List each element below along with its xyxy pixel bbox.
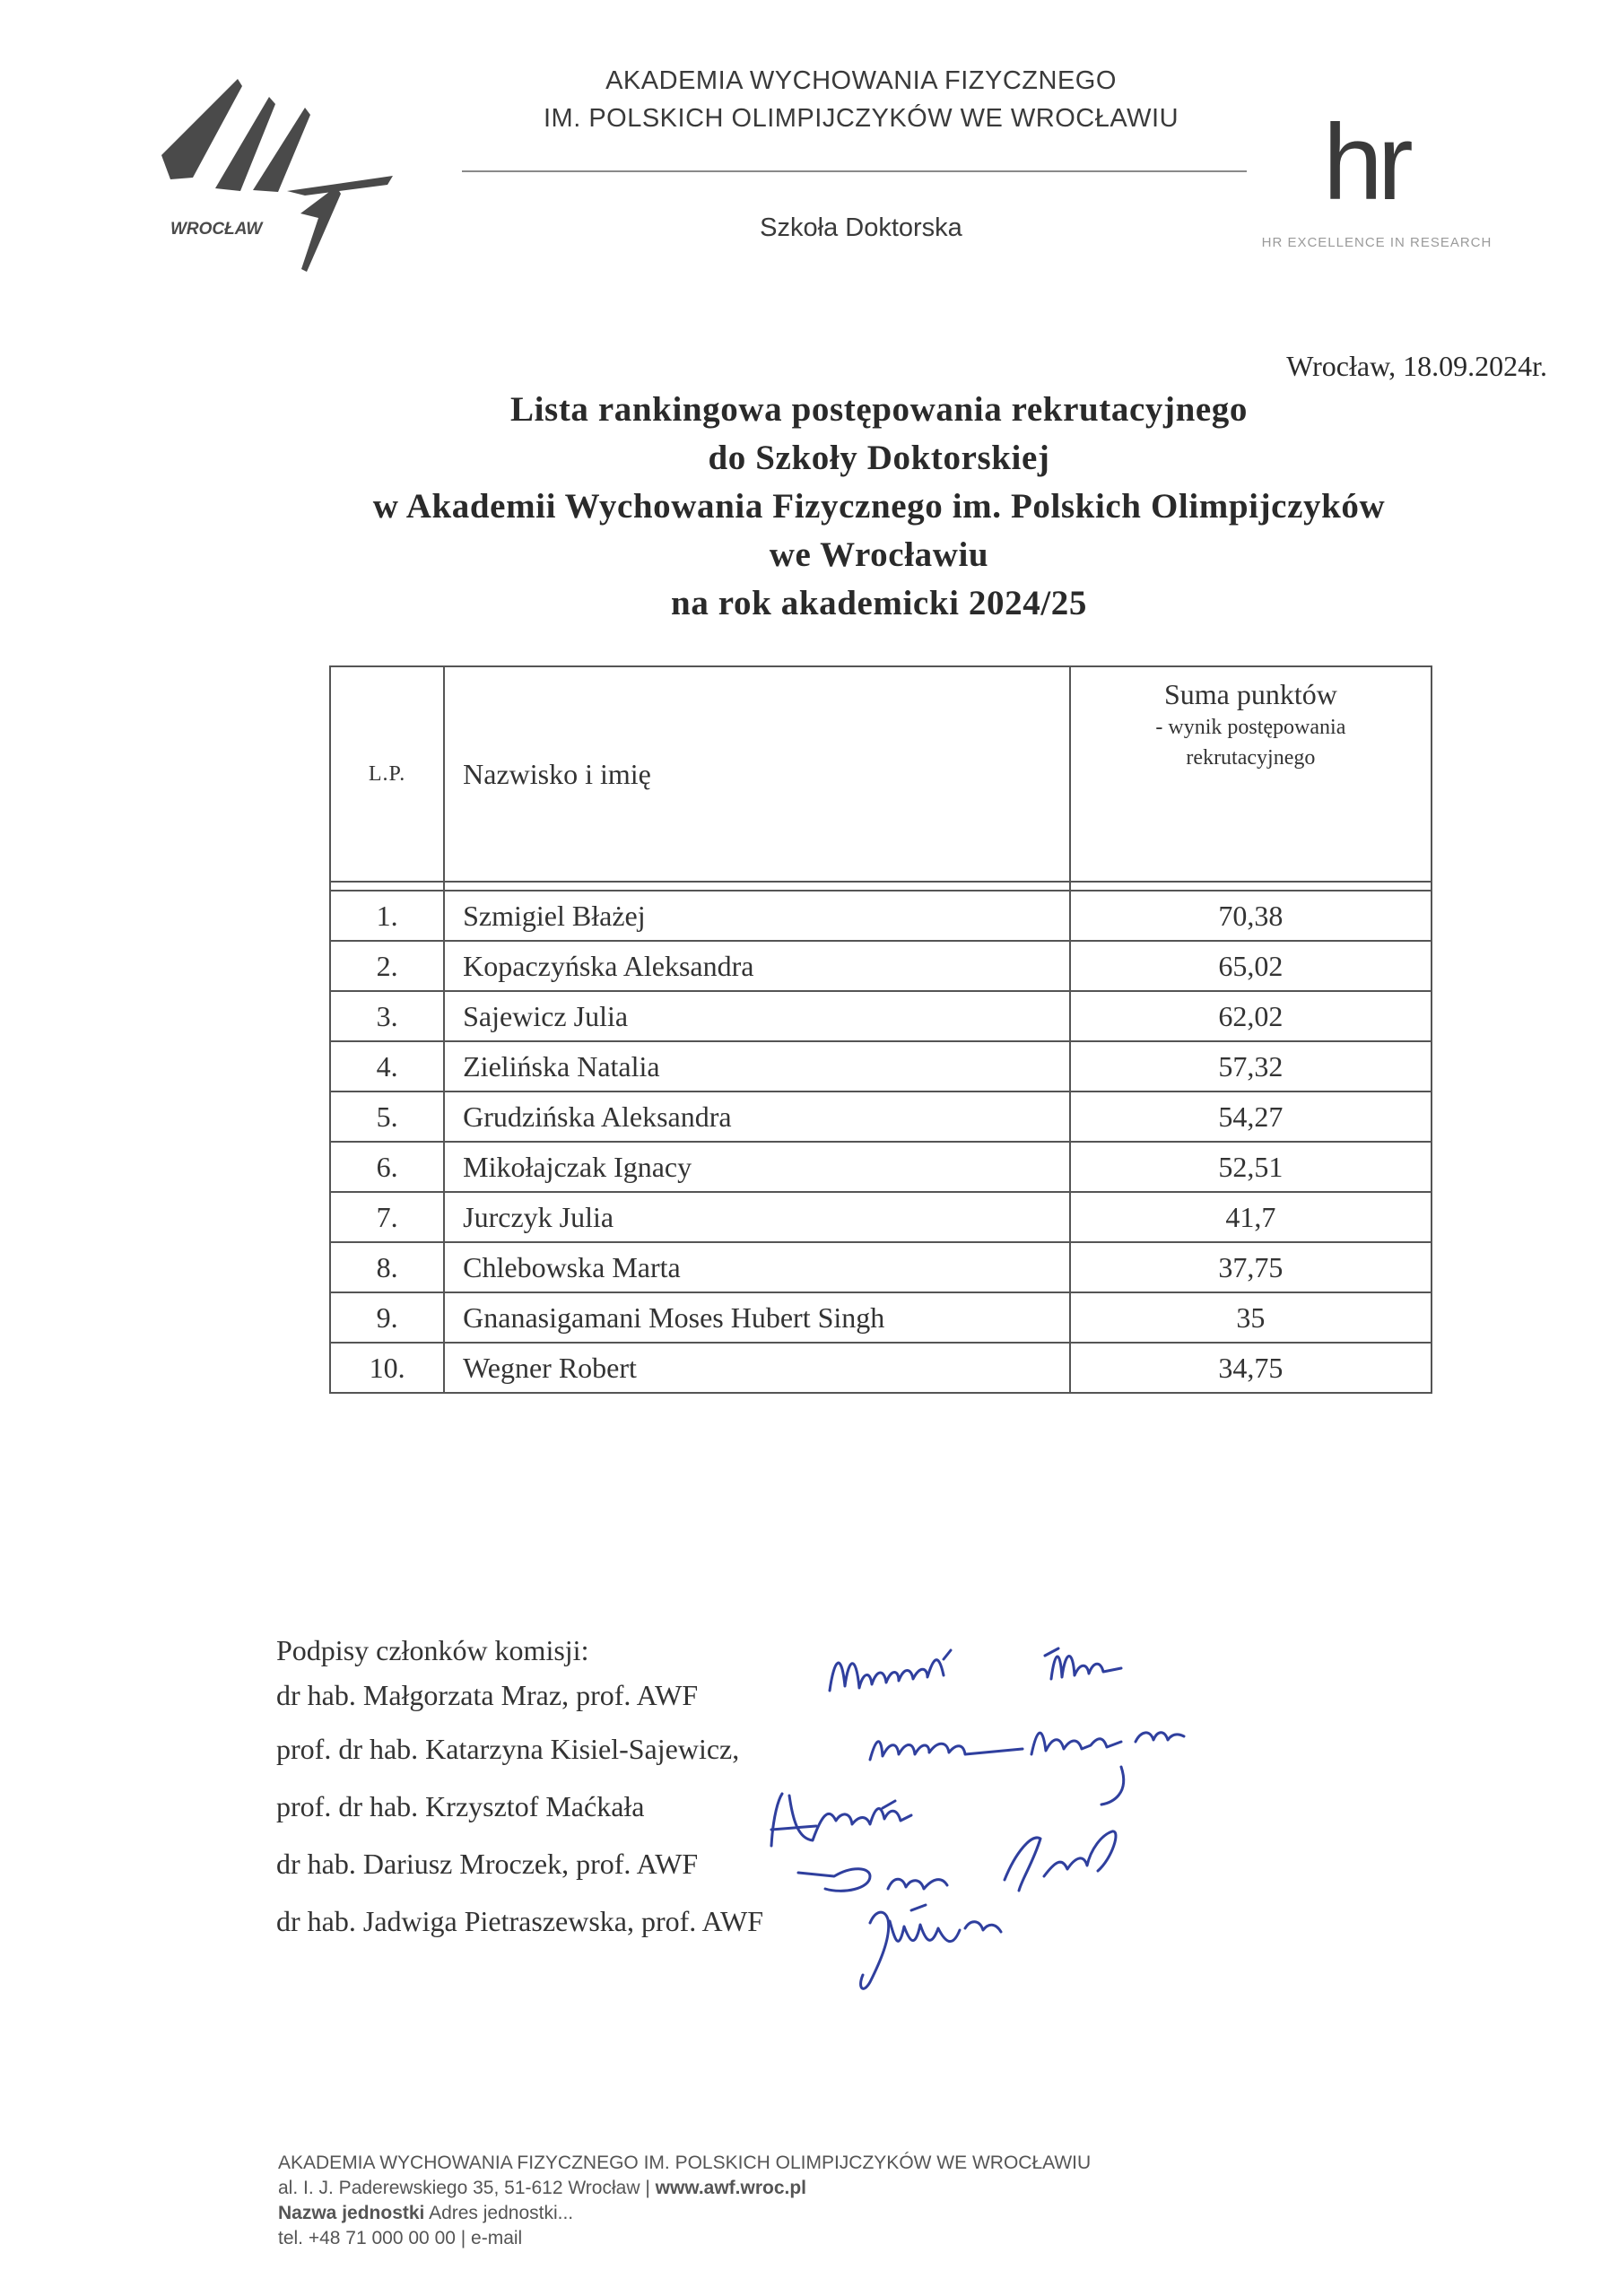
cell-points: 41,7 bbox=[1070, 1192, 1432, 1242]
table-row bbox=[330, 991, 1432, 1041]
spacer-cell bbox=[1070, 882, 1432, 891]
table-row bbox=[330, 941, 1432, 991]
signature-mroczek bbox=[798, 1831, 1116, 1891]
cell-points: 35 bbox=[1070, 1292, 1432, 1343]
column-header-name: Nazwisko i imię bbox=[444, 666, 1070, 882]
handwritten-signatures bbox=[735, 1623, 1310, 2018]
cell-name: Grudzińska Aleksandra bbox=[444, 1091, 1070, 1142]
points-header-main: Suma punktów bbox=[1163, 678, 1337, 710]
table-row bbox=[330, 1192, 1432, 1242]
cell-lp: 5. bbox=[330, 1091, 444, 1142]
committee-member: dr hab. Jadwiga Pietraszewska, prof. AWF bbox=[276, 1905, 764, 1937]
cell-points: 62,02 bbox=[1070, 991, 1432, 1041]
document-date: Wrocław, 18.09.2024r. bbox=[1286, 350, 1547, 382]
hr-logo-text: hr bbox=[1323, 102, 1408, 222]
table-header-row bbox=[330, 666, 1432, 882]
title-line: do Szkoły Doktorskiej bbox=[708, 439, 1050, 477]
hr-caption: HR EXCELLENCE IN RESEARCH bbox=[1261, 235, 1493, 250]
spacer-cell bbox=[330, 882, 444, 891]
header-spacer-row bbox=[330, 882, 1432, 891]
table-row bbox=[330, 1041, 1432, 1091]
footer-unit bbox=[278, 2203, 573, 2224]
footer-website-link[interactable]: www.awf.wroc.pl bbox=[655, 2178, 807, 2198]
hr-excellence-logo bbox=[1242, 83, 1511, 253]
header-divider bbox=[462, 170, 1247, 172]
footer-unit-value: Adres jednostki... bbox=[424, 2203, 574, 2223]
cell-name: Jurczyk Julia bbox=[444, 1192, 1070, 1242]
institution-name-line1: AKADEMIA WYCHOWANIA FIZYCZNEGO bbox=[605, 66, 1117, 95]
committee-member: prof. dr hab. Krzysztof Maćkała bbox=[276, 1790, 645, 1822]
cell-points: 65,02 bbox=[1070, 941, 1432, 991]
points-header-sub1: - wynik postępowania bbox=[1155, 716, 1346, 739]
title-line: we Wrocławiu bbox=[769, 535, 989, 574]
ranking-table bbox=[329, 665, 1432, 1394]
footer-address bbox=[278, 2178, 806, 2199]
footer-address-text: al. I. J. Paderewskiego 35, 51-612 Wrocław | bbox=[278, 2178, 656, 2198]
committee-member: dr hab. Dariusz Mroczek, prof. AWF bbox=[276, 1848, 699, 1880]
cell-name: Gnanasigamani Moses Hubert Singh bbox=[444, 1292, 1070, 1343]
cell-name: Zielińska Natalia bbox=[444, 1041, 1070, 1091]
cell-lp: 3. bbox=[330, 991, 444, 1041]
footer-institution: AKADEMIA WYCHOWANIA FIZYCZNEGO IM. POLSKICH OLIMPIJCZYKÓW WE WROCŁAWIU bbox=[278, 2152, 1092, 2173]
cell-name: Szmigiel Błażej bbox=[444, 891, 1070, 941]
committee-member: dr hab. Małgorzata Mraz, prof. AWF bbox=[276, 1679, 699, 1711]
cell-name: Chlebowska Marta bbox=[444, 1242, 1070, 1292]
table-row bbox=[330, 891, 1432, 941]
table-row bbox=[330, 1242, 1432, 1292]
signature-mraz bbox=[830, 1648, 1121, 1691]
cell-points: 54,27 bbox=[1070, 1091, 1432, 1142]
spacer-cell bbox=[444, 882, 1070, 891]
cell-name: Wegner Robert bbox=[444, 1343, 1070, 1393]
institution-name-line2: IM. POLSKICH OLIMPIJCZYKÓW WE WROCŁAWIU bbox=[543, 104, 1179, 133]
cell-points: 57,32 bbox=[1070, 1041, 1432, 1091]
signature-kisiel-sajewicz bbox=[870, 1733, 1184, 1805]
title-line: Lista rankingowa postępowania rekrutacyjnego bbox=[510, 390, 1248, 429]
cell-lp: 10. bbox=[330, 1343, 444, 1393]
document-title bbox=[135, 386, 1610, 628]
cell-name: Sajewicz Julia bbox=[444, 991, 1070, 1041]
cell-lp: 9. bbox=[330, 1292, 444, 1343]
cell-points: 52,51 bbox=[1070, 1142, 1432, 1192]
title-line: w Akademii Wychowania Fizycznego im. Polskich Olimpijczyków bbox=[372, 487, 1386, 526]
signature-mackala bbox=[771, 1794, 911, 1846]
cell-points: 70,38 bbox=[1070, 891, 1432, 941]
table-row bbox=[330, 1343, 1432, 1393]
points-header-sub2: rekrutacyjnego bbox=[1186, 746, 1316, 770]
awf-logo bbox=[152, 70, 395, 272]
table-row bbox=[330, 1091, 1432, 1142]
column-header-points bbox=[1070, 666, 1432, 882]
cell-name: Kopaczyńska Aleksandra bbox=[444, 941, 1070, 991]
column-header-lp: L.P. bbox=[330, 666, 444, 882]
table-row bbox=[330, 1292, 1432, 1343]
title-line: na rok akademicki 2024/25 bbox=[671, 584, 1087, 622]
cell-lp: 2. bbox=[330, 941, 444, 991]
committee-member: prof. dr hab. Katarzyna Kisiel-Sajewicz, bbox=[276, 1733, 740, 1765]
cell-lp: 6. bbox=[330, 1142, 444, 1192]
cell-points: 37,75 bbox=[1070, 1242, 1432, 1292]
cell-lp: 8. bbox=[330, 1242, 444, 1292]
cell-lp: 4. bbox=[330, 1041, 444, 1091]
cell-points: 34,75 bbox=[1070, 1343, 1432, 1393]
unit-name: Szkoła Doktorska bbox=[760, 213, 962, 242]
table-row bbox=[330, 1142, 1432, 1192]
logo-city-text: WROCŁAW bbox=[170, 220, 263, 239]
cell-name: Mikołajczak Ignacy bbox=[444, 1142, 1070, 1192]
signatures-heading: Podpisy członków komisji: bbox=[276, 1634, 589, 1666]
cell-lp: 7. bbox=[330, 1192, 444, 1242]
cell-lp: 1. bbox=[330, 891, 444, 941]
signature-pietraszewska bbox=[861, 1905, 1001, 1988]
footer-unit-label: Nazwa jednostki bbox=[278, 2203, 425, 2223]
footer-contact: tel. +48 71 000 00 00 | e-mail bbox=[278, 2228, 523, 2248]
